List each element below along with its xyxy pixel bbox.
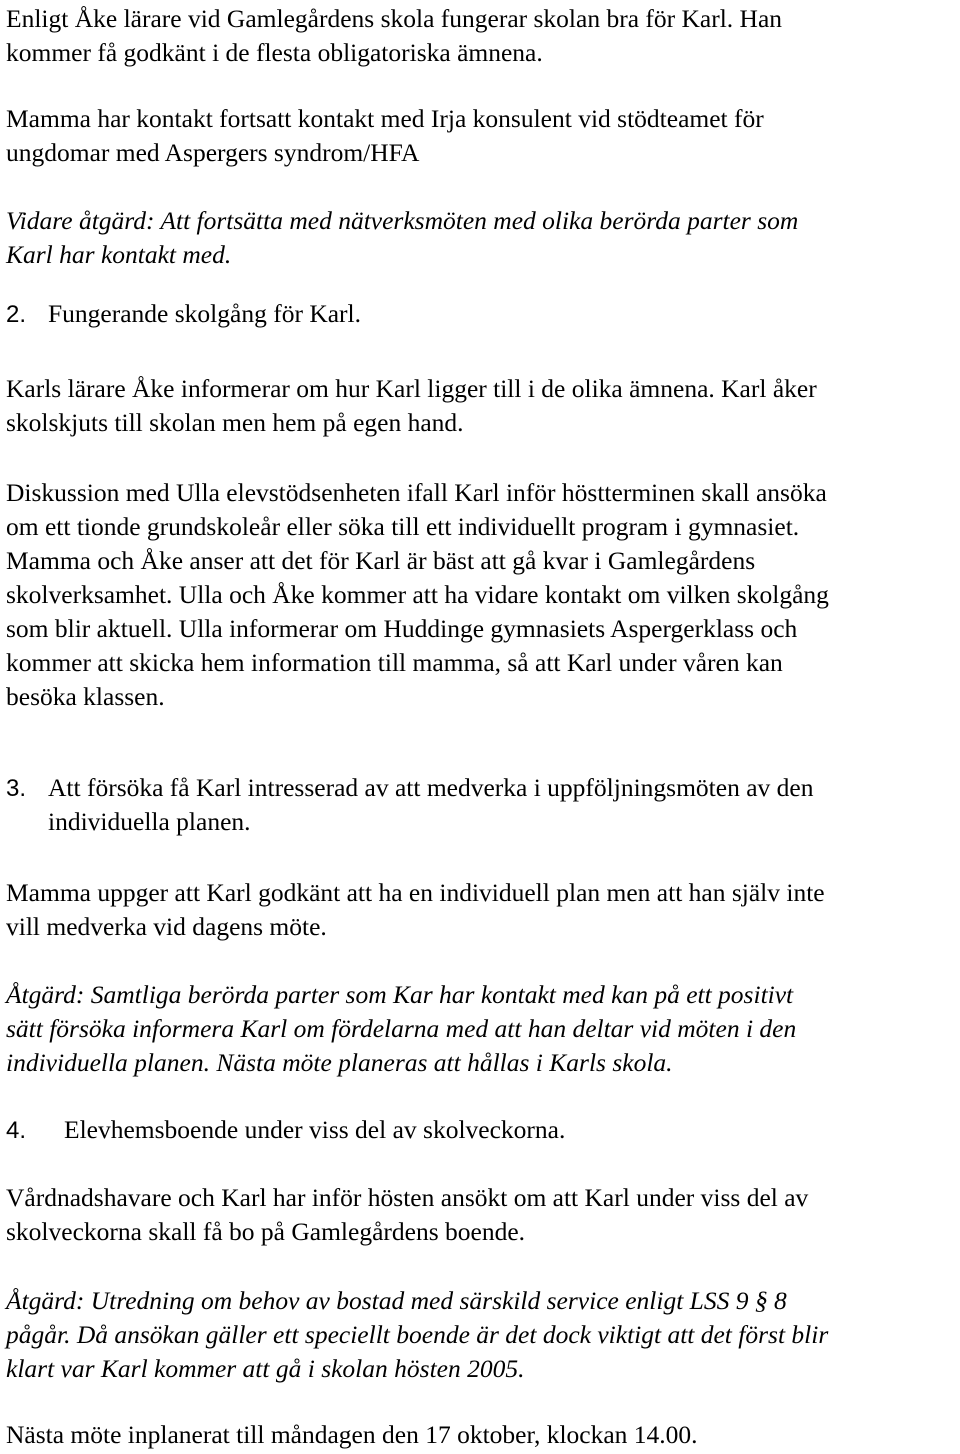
section-title-continuation: individuella planen. <box>48 807 251 836</box>
text-line: skolverksamhet. Ulla och Åke kommer att ha vidare kontakt om vilken skolgång <box>6 580 829 609</box>
section-number: 2. <box>6 301 27 328</box>
section-title: Elevhemsboende under viss del av skolveckorna. <box>64 1115 566 1144</box>
paragraph-discussion <box>6 476 956 714</box>
text-line: Mamma har kontakt fortsatt kontakt med Irja konsulent vid stödteamet för <box>6 104 764 133</box>
paragraph-teacher-info <box>6 372 956 440</box>
text-segment: Åtgärd: Utredning om behov av bostad med särskild service enligt LSS 9 <box>6 1286 755 1315</box>
text-line: besöka klassen. <box>6 682 165 711</box>
section-heading-4 <box>6 1113 956 1148</box>
paragraph-further-action <box>6 204 956 272</box>
text-line: Vidare åtgärd: Att fortsätta med nätverksmöten med olika berörda parter som <box>6 206 799 235</box>
text-line: skolveckorna skall få bo på Gamlegårdens boende. <box>6 1217 526 1246</box>
text-line: vill medverka vid dagens möte. <box>6 912 327 941</box>
paragraph-teacher-report <box>6 2 956 70</box>
paragraph-mother-contact <box>6 102 956 170</box>
text-line: individuella planen. Nästa möte planeras att hållas i Karls skola. <box>6 1048 673 1077</box>
text-line: kommer att skicka hem information till mamma, så att Karl under våren kan <box>6 648 783 677</box>
paragraph-action-meetings <box>6 978 956 1080</box>
text-line: Diskussion med Ulla elevstödsenheten ifall Karl inför höstterminen skall ansöka <box>6 478 827 507</box>
text-line <box>6 1284 956 1318</box>
text-line: Nästa möte inplanerat till måndagen den 17 oktober, klockan 14.00. <box>6 1420 698 1449</box>
paragraph-guardians-application <box>6 1181 956 1249</box>
paragraph-mother-statement <box>6 876 956 944</box>
text-segment: 8 <box>767 1286 787 1315</box>
text-line: Vårdnadshavare och Karl har inför hösten ansökt om att Karl under viss del av <box>6 1183 809 1212</box>
text-line: skolskjuts till skolan men hem på egen hand. <box>6 408 464 437</box>
paragraph-next-meeting <box>6 1418 956 1452</box>
text-line: kommer få godkänt i de flesta obligatoriska ämnena. <box>6 38 543 67</box>
section-heading-2 <box>6 297 956 332</box>
section-title: Fungerande skolgång för Karl. <box>48 299 361 328</box>
text-line: Karl har kontakt med. <box>6 240 232 269</box>
text-line: pågår. Då ansökan gäller ett speciellt boende är det dock viktigt att det först blir <box>6 1320 829 1349</box>
text-line: om ett tionde grundskoleår eller söka till ett individuellt program i gymnasiet. <box>6 512 800 541</box>
text-line: Mamma och Åke anser att det för Karl är bäst att gå kvar i Gamlegårdens <box>6 546 756 575</box>
paragraph-action-investigation <box>6 1284 956 1386</box>
text-line: klart var Karl kommer att gå i skolan hösten 2005. <box>6 1354 525 1383</box>
text-line: Åtgärd: Samtliga berörda parter som Kar har kontakt med kan på ett positivt <box>6 980 794 1009</box>
section-heading-3 <box>6 771 956 806</box>
section-number: 3. <box>6 775 27 802</box>
section-title: Att försöka få Karl intresserad av att medverka i uppföljningsmöten av den <box>48 773 814 802</box>
text-line: sätt försöka informera Karl om fördelarna med att han deltar vid möten i den <box>6 1014 797 1043</box>
text-line: som blir aktuell. Ulla informerar om Huddinge gymnasiets Aspergerklass och <box>6 614 798 643</box>
section-sign: § <box>754 1286 768 1315</box>
text-line: Karls lärare Åke informerar om hur Karl ligger till i de olika ämnena. Karl åker <box>6 374 817 403</box>
section-number: 4. <box>6 1117 27 1144</box>
text-line: Mamma uppger att Karl godkänt att ha en individuell plan men att han själv inte <box>6 878 825 907</box>
text-line: Enligt Åke lärare vid Gamlegårdens skola fungerar skolan bra för Karl. Han <box>6 4 783 33</box>
text-line: ungdomar med Aspergers syndrom/HFA <box>6 138 420 167</box>
